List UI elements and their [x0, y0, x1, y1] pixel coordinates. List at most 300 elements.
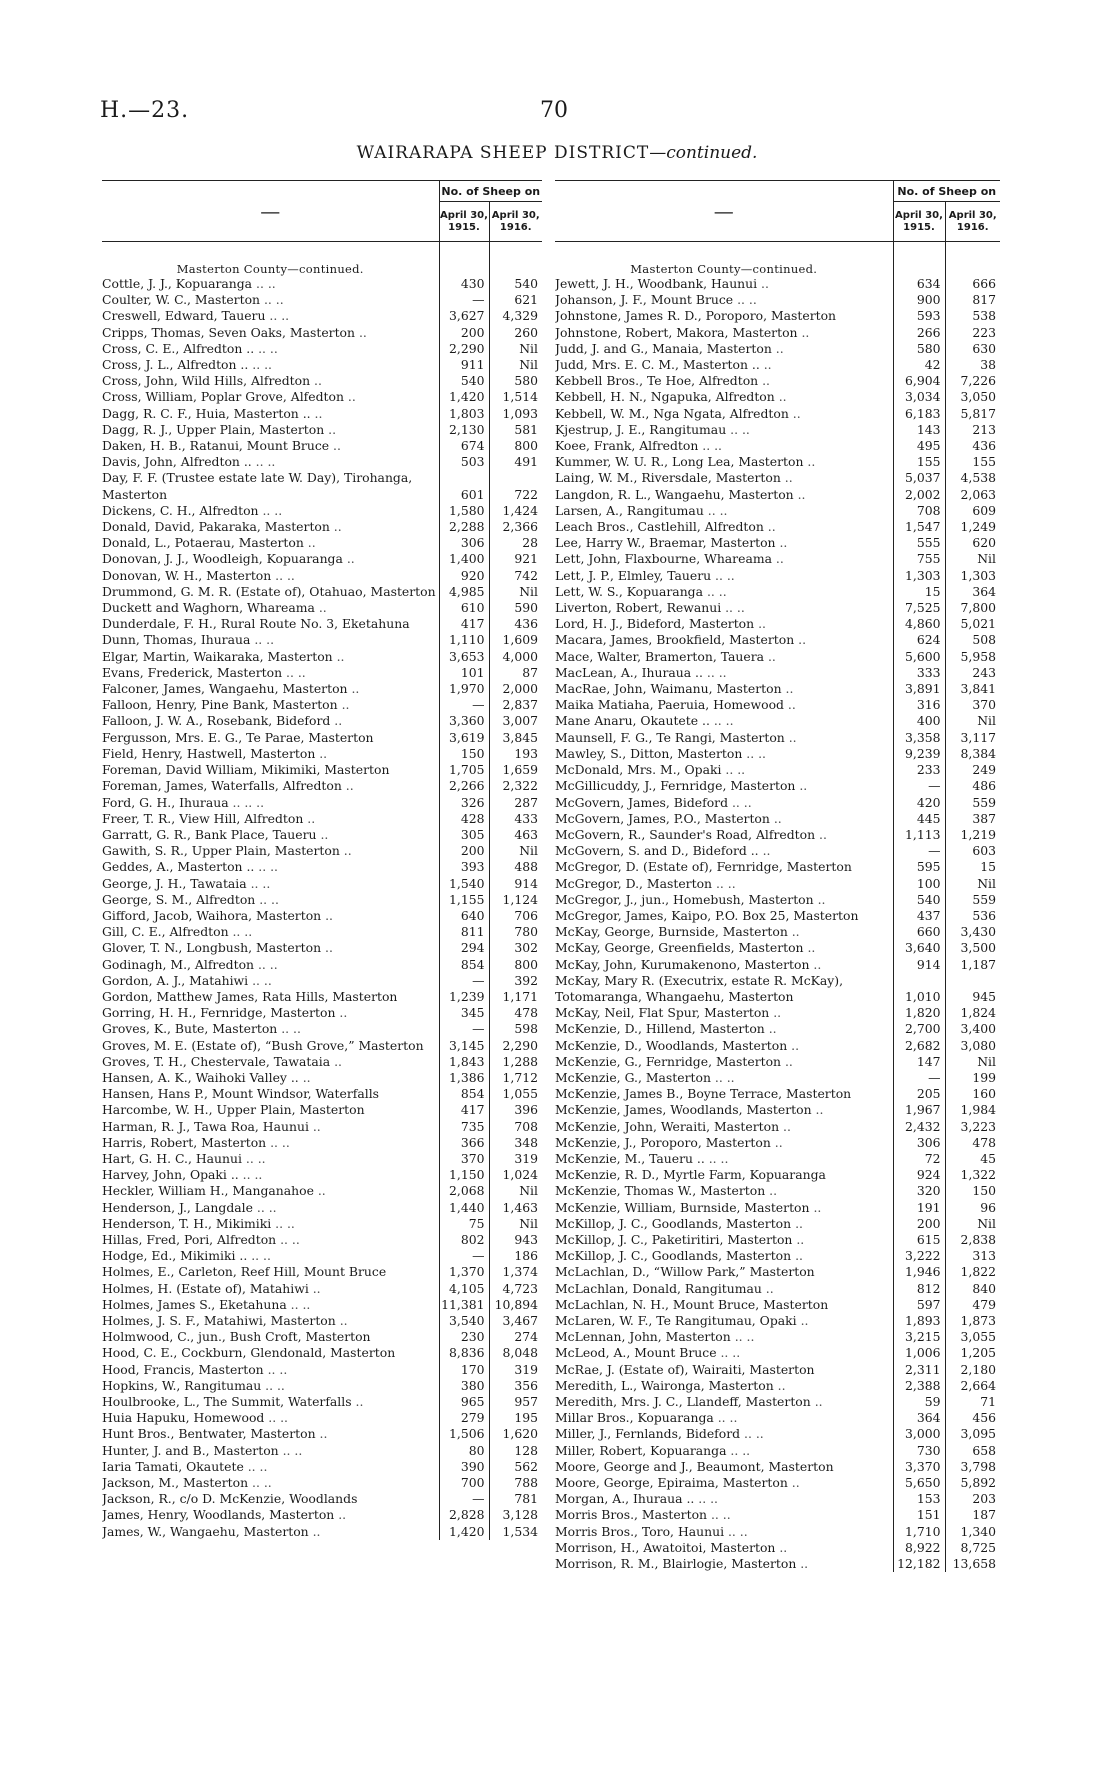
owner-name-text: Groves, M. E. (Estate of), “Bush Grove,” Masterton: [102, 1037, 424, 1053]
table-row: [102, 1119, 542, 1135]
leader-dots: ..: [810, 1394, 823, 1410]
table-row: [555, 438, 1000, 454]
owner-name: [555, 795, 893, 811]
owner-name: [102, 843, 439, 859]
owner-name: [555, 713, 893, 729]
leader-dots: .. ..: [721, 600, 745, 616]
owner-name: [102, 1345, 439, 1361]
leader-dots: .. ..: [258, 502, 283, 518]
sheep-1915: 2,311: [893, 1362, 945, 1378]
table-row: [555, 1264, 1000, 1280]
owner-name: [102, 470, 439, 502]
owner-name: [102, 373, 439, 389]
owner-name: [102, 665, 439, 681]
sheep-1916: 287: [489, 795, 542, 811]
owner-name-text: Donald, L., Potaerau, Masterton: [102, 535, 304, 551]
leader-dots: ..: [308, 1118, 321, 1134]
table-row: [555, 1524, 1000, 1540]
sheep-1916: 800: [489, 957, 542, 973]
owner-name: [555, 1264, 893, 1280]
sheep-1916: Nil: [489, 1216, 542, 1232]
sheep-1916: Nil: [489, 584, 542, 600]
owner-name: [102, 1394, 439, 1410]
owner-name-text: Holmes, James S., Eketahuna: [102, 1296, 287, 1312]
table-row: [102, 876, 542, 892]
sheep-1915: 755: [893, 551, 945, 567]
owner-name: [555, 1005, 893, 1021]
table-row: [102, 1297, 542, 1313]
section-heading: Masterton County—continued.: [630, 262, 818, 276]
table-row: [102, 1232, 542, 1248]
leader-dots: ..: [794, 632, 807, 648]
table-row: [555, 1216, 1000, 1232]
sheep-1915: —: [439, 292, 489, 308]
owner-name-text: Huia Hapuku, Homewood: [102, 1410, 265, 1426]
sheep-1915: 615: [893, 1232, 945, 1248]
table-row: [102, 584, 542, 600]
table-row: [555, 1232, 1000, 1248]
sheep-1915: 4,105: [439, 1281, 489, 1297]
owner-name-text: Dagg, R. J., Upper Plain, Masterton: [102, 421, 325, 437]
table-row: [555, 357, 1000, 373]
leader-dots: ..: [308, 1523, 321, 1539]
title-main: WAIRARAPA SHEEP DISTRICT: [356, 143, 650, 163]
table-row: [555, 876, 1000, 892]
owner-name: [555, 957, 893, 973]
table-row: [102, 827, 542, 843]
owner-name-text: Liverton, Robert, Rewanui: [555, 600, 722, 616]
sheep-1916: 38: [945, 357, 1000, 373]
year-1915-header: April 30, 1915.: [893, 202, 945, 242]
sheep-1916: 356: [489, 1378, 542, 1394]
owner-name: [102, 827, 439, 843]
table-row: [102, 1459, 542, 1475]
table-row: [102, 438, 542, 454]
owner-name-text: Cross, J. L., Alfredton ..: [102, 357, 249, 373]
sheep-1916: Nil: [489, 357, 542, 373]
owner-name-text: Dagg, R. C. F., Huia, Masterton ..: [102, 405, 311, 421]
owner-name-text: Iaria Tamati, Okautete: [102, 1458, 244, 1474]
table-row: [102, 795, 542, 811]
sheep-1916: 150: [945, 1183, 1000, 1199]
owner-name: [102, 1038, 439, 1054]
sheep-1915: 2,290: [439, 341, 489, 357]
owner-name-text: Heckler, William H., Manganahoe: [102, 1183, 314, 1199]
sheep-1915: 634: [893, 276, 945, 292]
sheep-1915: 279: [439, 1410, 489, 1426]
owner-name: [555, 1491, 893, 1507]
leader-dots: ..: [774, 389, 787, 405]
owner-name: [555, 973, 893, 1005]
owner-name: [555, 438, 893, 454]
owner-name: [555, 649, 893, 665]
sheep-1915: 1,540: [439, 876, 489, 892]
leader-dots: .. ..: [726, 1442, 751, 1458]
owner-name-text: Hansen, A. K., Waihoki Valley ..: [102, 1069, 299, 1085]
owner-name-text: McKay, Mary R. (Executrix, estate R. McKay), Totomaranga, Whangaehu, Masterton: [555, 972, 844, 1004]
leader-dots: ..: [803, 454, 816, 470]
owner-name: [555, 1119, 893, 1135]
table-row: [102, 470, 542, 502]
owner-name-text: Harman, R. J., Tawa Roa, Haunui: [102, 1118, 309, 1134]
sheep-1915: 101: [439, 665, 489, 681]
sheep-1916: 3,430: [945, 924, 1000, 940]
sheep-1916: 478: [489, 1005, 542, 1021]
table-row: [555, 795, 1000, 811]
owner-name: [102, 1410, 439, 1426]
owner-name: [102, 1021, 439, 1037]
sheep-1916: 788: [489, 1475, 542, 1491]
owner-name-text: Cross, William, Poplar Grove, Alfedton: [102, 389, 344, 405]
owner-name-text: McKillop, J. C., Goodlands, Masterton: [555, 1215, 792, 1231]
sheep-1916: 7,226: [945, 373, 1000, 389]
sheep-1915: 151: [893, 1507, 945, 1523]
owner-name: [102, 325, 439, 341]
sheep-1916: 630: [945, 341, 1000, 357]
table-row: [102, 308, 542, 324]
sheep-1915: 4,985: [439, 584, 489, 600]
table-row: [555, 616, 1000, 632]
leader-dots: ..: [797, 324, 810, 340]
sheep-1916: 1,187: [945, 957, 1000, 973]
owner-name: [102, 1102, 439, 1118]
owner-name: [555, 730, 893, 746]
sheep-1916: 370: [945, 697, 1000, 713]
owner-name-text: Morrison, R. M., Blairlogie, Masterton: [555, 1556, 797, 1572]
owner-name: [555, 827, 893, 843]
table-row: [555, 892, 1000, 908]
leader-dots: .. ..: [277, 1021, 301, 1037]
sheep-1915: 400: [893, 713, 945, 729]
leader-dots: ..: [321, 940, 333, 956]
sheep-count-group-header: No. of Sheep on: [893, 181, 1000, 202]
table-row: [102, 1378, 542, 1394]
sheep-1915: 7,525: [893, 600, 945, 616]
owner-name: [102, 1443, 439, 1459]
sheep-1916: 1,824: [945, 1005, 1000, 1021]
table-row: [102, 1070, 542, 1086]
sheep-1916: 4,723: [489, 1281, 542, 1297]
table-row: [102, 454, 542, 470]
owner-name: [555, 632, 893, 648]
owner-name-text: McKenzie, G., Masterton: [555, 1069, 711, 1085]
owner-name-text: McGregor, D., Masterton: [555, 875, 713, 891]
owner-name: [555, 276, 893, 292]
leader-dots: .. ..: [254, 956, 278, 972]
owner-name: [102, 1524, 439, 1540]
table-row: [555, 665, 1000, 681]
owner-name: [555, 535, 893, 551]
leader-dots: ..: [342, 551, 355, 567]
sheep-1915: 80: [439, 1443, 489, 1459]
owner-name-text: Gordon, Matthew James, Rata Hills, Masterton: [102, 988, 398, 1004]
table-row: [555, 1491, 1000, 1507]
owner-name-text: Falconer, James, Wangaehu, Masterton: [102, 681, 348, 697]
owner-name: [555, 1102, 893, 1118]
sheep-1916: 71: [945, 1394, 1000, 1410]
sheep-1916: 1,322: [945, 1167, 1000, 1183]
sheep-1916: 13,658: [945, 1556, 1000, 1572]
owner-name: [555, 1443, 893, 1459]
table-row: [555, 600, 1000, 616]
leader-dots: .. ..: [261, 1377, 285, 1393]
owner-name: [555, 470, 893, 486]
owner-name: [555, 1232, 893, 1248]
owner-name-text: McGregor, James, Kaipo, P.O. Box 25, Masterton: [555, 907, 859, 923]
sheep-1915: 708: [893, 503, 945, 519]
leader-dots: ..: [765, 1183, 778, 1199]
owner-name: [555, 454, 893, 470]
sheep-1915: 150: [439, 746, 489, 762]
sheep-1916: 817: [945, 292, 1000, 308]
leader-dots: .. ..: [265, 308, 290, 324]
owner-name-text: Ford, G. H., Ihuraua: [102, 794, 229, 810]
sheep-1915: 730: [893, 1443, 945, 1459]
owner-name: [102, 1151, 439, 1167]
table-row: [102, 1167, 542, 1183]
sheep-1916: 2,366: [489, 519, 542, 535]
sheep-1915: 1,006: [893, 1345, 945, 1361]
leader-dots: ..: [308, 1280, 321, 1296]
sheep-1916: 708: [489, 1119, 542, 1135]
table-row: [555, 1021, 1000, 1037]
sheep-1915: 320: [893, 1183, 945, 1199]
table-row: [102, 1200, 542, 1216]
sheep-1916: 957: [489, 1394, 542, 1410]
sheep-1915: 2,828: [439, 1507, 489, 1523]
sheep-1915: 3,640: [893, 940, 945, 956]
sheep-1915: 1,303: [893, 568, 945, 584]
owner-name: [555, 487, 893, 503]
leader-dots: .. ..: [264, 1410, 288, 1426]
sheep-1916: 15: [945, 859, 1000, 875]
owner-name: [102, 1232, 439, 1248]
owner-name-text: McGovern, James, Bideford: [555, 794, 729, 810]
owner-name-text: McGovern, James, P.O., Masterton: [555, 810, 770, 826]
leader-dots: ..: [758, 843, 771, 859]
leader-dots: ..: [315, 1426, 328, 1442]
owner-name: [555, 843, 893, 859]
table-row: [555, 1183, 1000, 1199]
table-row: [102, 908, 542, 924]
table-row: [102, 373, 542, 389]
leader-dots: .. ..: [726, 421, 750, 437]
sheep-1915: 1,110: [439, 632, 489, 648]
owner-name: [555, 1183, 893, 1199]
owner-name: [102, 940, 439, 956]
sheep-1916: 536: [945, 908, 1000, 924]
owner-name-text: Hart, G. H. C., Haunui: [102, 1150, 242, 1166]
owner-name-text: Kebbell, H. N., Ngapuka, Alfredton: [555, 389, 775, 405]
table-row: [102, 325, 542, 341]
table-row: [102, 1021, 542, 1037]
sheep-1915: 42: [893, 357, 945, 373]
leader-dots: .. ..: [248, 357, 272, 373]
sheep-1916: 3,798: [945, 1459, 1000, 1475]
owner-name: [102, 584, 439, 600]
sheep-1916: 436: [945, 438, 1000, 454]
leader-dots: .. ..: [271, 1215, 295, 1231]
owner-name: [102, 308, 439, 324]
owner-name-text: Gordon, A. J., Matahiwi: [102, 972, 249, 988]
owner-name-text: Lee, Harry W., Braemar, Masterton: [555, 535, 776, 551]
sheep-1915: 417: [439, 1102, 489, 1118]
owner-name: [102, 1264, 439, 1280]
sheep-1916: 456: [945, 1410, 1000, 1426]
owner-name-text: Groves, T. H., Chestervale, Tawataia: [102, 1053, 331, 1069]
owner-name-text: Moore, George and J., Beaumont, Masterton: [555, 1458, 834, 1474]
sheep-1915: —: [893, 843, 945, 859]
sheep-1915: 200: [439, 843, 489, 859]
owner-name: [555, 600, 893, 616]
owner-name: [102, 1248, 439, 1264]
sheep-1916: 562: [489, 1459, 542, 1475]
sheep-1915: 1,547: [893, 519, 945, 535]
sheep-1916: 840: [945, 1281, 1000, 1297]
sheep-1916: 3,050: [945, 389, 1000, 405]
sheep-1915: —: [893, 778, 945, 794]
table-row: [555, 778, 1000, 794]
owner-name-text: Mane Anaru, Okautete ..: [555, 713, 710, 729]
sheep-1916: 488: [489, 859, 542, 875]
sheep-1916: Nil: [945, 1216, 1000, 1232]
leader-dots: ..: [775, 1539, 788, 1555]
owner-name-text: Harcombe, W. H., Upper Plain, Masterton: [102, 1102, 365, 1118]
sheep-1916: 319: [489, 1362, 542, 1378]
sheep-1915: 75: [439, 1216, 489, 1232]
sheep-1916: 800: [489, 438, 542, 454]
sheep-1916: 1,873: [945, 1313, 1000, 1329]
table-row: [555, 373, 1000, 389]
owner-name: [102, 519, 439, 535]
leader-dots: .. ..: [252, 276, 276, 291]
owner-name: [555, 1021, 893, 1037]
table-row: [102, 730, 542, 746]
owner-name: [555, 1507, 893, 1523]
sheep-1915: 364: [893, 1410, 945, 1426]
owner-name-text: Harris, Robert, Masterton: [102, 1134, 267, 1150]
owner-name-text: Millar Bros., Kopuaranga: [555, 1410, 714, 1426]
owner-name-text: McGregor, J., jun., Homebush, Masterton: [555, 891, 814, 907]
leader-dots: .. ..: [724, 1523, 748, 1539]
leader-dots: ..: [298, 1069, 311, 1085]
owner-name: [555, 325, 893, 341]
owner-name-text: McKenzie, James, Woodlands, Masterton: [555, 1102, 812, 1118]
owner-name-text: Meredith, Mrs. J. C., Llandeff, Masterton: [555, 1394, 811, 1410]
sheep-1916: 1,609: [489, 632, 542, 648]
owner-name: [555, 373, 893, 389]
owner-name-text: McKenzie, D., Woodlands, Masterton: [555, 1037, 788, 1053]
owner-name: [555, 551, 893, 567]
table-row: [555, 1329, 1000, 1345]
owner-name-text: Holmwood, C., jun., Bush Croft, Masterton: [102, 1329, 371, 1345]
sheep-table-right: [555, 180, 1000, 1572]
owner-name-text: Cross, C. E., Alfredton ..: [102, 340, 255, 356]
table-row: [555, 503, 1000, 519]
owner-name: [102, 713, 439, 729]
table-row: [555, 1556, 1000, 1572]
sheep-1916: 658: [945, 1443, 1000, 1459]
leader-dots: .. ..: [733, 292, 757, 308]
sheep-1916: 3,095: [945, 1426, 1000, 1442]
owner-name-text: Lett, W. S., Kopuaranga: [555, 583, 703, 599]
sheep-1916: 1,620: [489, 1426, 542, 1442]
leader-dots: .. ..: [248, 972, 272, 988]
leader-dots: .. ..: [711, 567, 735, 583]
sheep-1916: 387: [945, 811, 1000, 827]
sheep-1916: 260: [489, 325, 542, 341]
sheep-1916: 1,288: [489, 1054, 542, 1070]
owner-name-text: Freer, T. R., View Hill, Alfredton: [102, 810, 304, 826]
owner-name: [555, 406, 893, 422]
sheep-1915: 15: [893, 584, 945, 600]
sheep-1916: 1,984: [945, 1102, 1000, 1118]
owner-name-text: Larsen, A., Rangitumau: [555, 502, 704, 518]
leader-dots: .. ..: [251, 454, 276, 470]
sheep-1916: Nil: [945, 1054, 1000, 1070]
leader-dots: ..: [314, 600, 327, 616]
table-row: [102, 1345, 542, 1361]
leader-dots: .. ..: [709, 713, 734, 729]
owner-name: [555, 892, 893, 908]
leader-dots: .. ..: [246, 875, 271, 891]
sheep-1916: 7,800: [945, 600, 1000, 616]
sheep-1915: 200: [893, 1216, 945, 1232]
sheep-1915: 1,386: [439, 1070, 489, 1086]
sheep-1915: 3,145: [439, 1038, 489, 1054]
table-row: [102, 1313, 542, 1329]
leader-dots: ..: [355, 324, 367, 340]
sheep-1916: 2,000: [489, 681, 542, 697]
leader-dots: ..: [316, 826, 329, 842]
table-row: [555, 649, 1000, 665]
owner-name: [102, 551, 439, 567]
sheep-1915: 3,540: [439, 1313, 489, 1329]
leader-dots: .. .. ..: [228, 794, 265, 810]
owner-name: [555, 1297, 893, 1313]
sheep-1916: 2,063: [945, 487, 1000, 503]
table-row: [102, 1443, 542, 1459]
sheep-1915: 72: [893, 1151, 945, 1167]
sheep-1916: 10,894: [489, 1297, 542, 1313]
sheep-1915: 540: [439, 373, 489, 389]
sheep-1915: 1,420: [439, 389, 489, 405]
leader-dots: ..: [335, 1005, 348, 1021]
owner-name-text: Gorring, H. H., Fernridge, Masterton: [102, 1005, 336, 1021]
owner-name-text: MacLean, A., Ihuraua ..: [555, 664, 703, 680]
sheep-1915: 2,130: [439, 422, 489, 438]
table-row: [102, 924, 542, 940]
owner-name-text: Dunderdale, F. H., Rural Route No. 3, Eketahuna: [102, 616, 410, 632]
owner-name-text: Maunsell, F. G., Te Rangi, Masterton: [555, 729, 785, 745]
table-row: [102, 859, 542, 875]
owner-name-text: Lett, J. P., Elmley, Taueru: [555, 567, 712, 583]
owner-name: [555, 1362, 893, 1378]
sheep-1916: Nil: [945, 551, 1000, 567]
sheep-1916: 3,223: [945, 1119, 1000, 1135]
owner-name: [555, 308, 893, 324]
table-row: [102, 519, 542, 535]
sheep-1915: 700: [439, 1475, 489, 1491]
sheep-1915: 326: [439, 795, 489, 811]
leader-dots: .. ..: [250, 632, 275, 648]
owner-name-text: Hillas, Fred, Pori, Alfredton: [102, 1231, 277, 1247]
table-row: [555, 730, 1000, 746]
sheep-1916: 45: [945, 1151, 1000, 1167]
table-row: [555, 1070, 1000, 1086]
sheep-1916: 914: [489, 876, 542, 892]
leader-dots: ..: [757, 276, 769, 291]
